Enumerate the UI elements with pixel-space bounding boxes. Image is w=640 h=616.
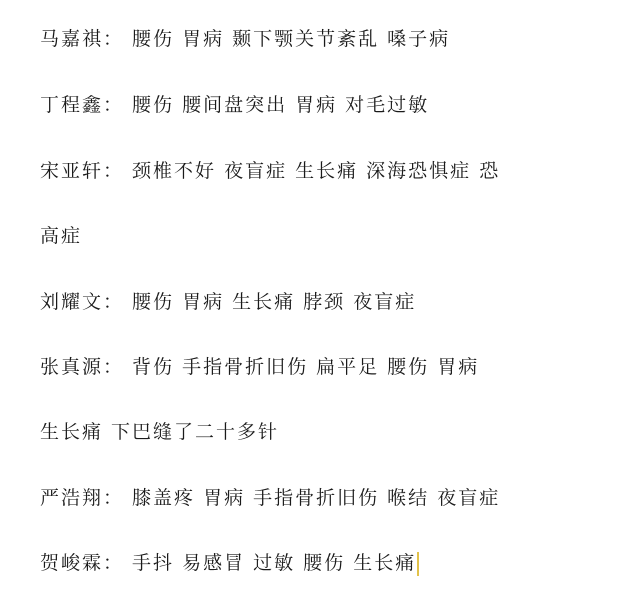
text-line: 高症: [40, 225, 83, 247]
text-line-content: 贺峻霖： 手抖 易感冒 过敏 腰伤 生长痛: [40, 552, 417, 574]
text-cursor: [417, 552, 419, 576]
text-line: 宋亚轩： 颈椎不好 夜盲症 生长痛 深海恐惧症 恐: [40, 160, 501, 182]
text-line: 马嘉祺： 腰伤 胃病 颞下颚关节紊乱 嗓子病: [40, 28, 451, 50]
text-line: 丁程鑫： 腰伤 腰间盘突出 胃病 对毛过敏: [40, 94, 430, 116]
text-line: 严浩翔： 膝盖疼 胃病 手指骨折旧伤 喉结 夜盲症: [40, 487, 501, 509]
text-line: 刘耀文： 腰伤 胃病 生长痛 脖颈 夜盲症: [40, 291, 417, 313]
text-line: 张真源： 背伤 手指骨折旧伤 扁平足 腰伤 胃病: [40, 356, 480, 378]
text-line-last: [40, 546, 620, 580]
text-line: 生长痛 下巴缝了二十多针: [40, 421, 280, 443]
